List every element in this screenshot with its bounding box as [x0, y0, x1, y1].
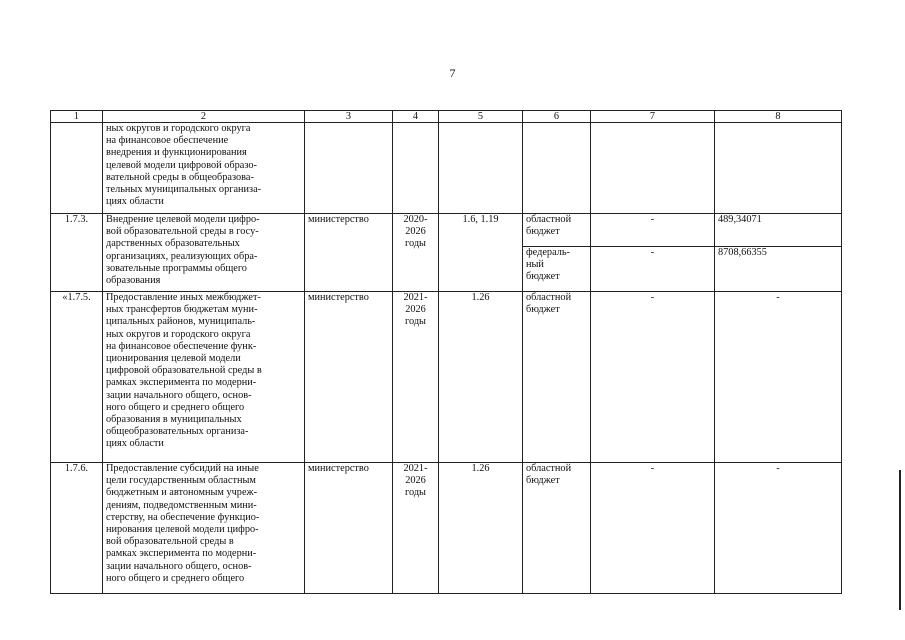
period: 2021- 2026 годы [393, 463, 439, 594]
executor: министерство [305, 292, 393, 463]
value-col8: - [715, 463, 842, 594]
column-header: 2 [103, 111, 305, 123]
period: 2020- 2026 годы [393, 214, 439, 292]
funding-source: областной бюджет [523, 463, 591, 594]
scan-edge-line [899, 470, 901, 610]
item-number [51, 123, 103, 214]
indicator: 1.26 [439, 463, 523, 594]
program-activities-table [50, 110, 842, 594]
value-col7: - [591, 292, 715, 463]
table-row [51, 463, 842, 594]
executor [305, 123, 393, 214]
table-row [51, 214, 842, 247]
column-header: 8 [715, 111, 842, 123]
indicator: 1.6, 1.19 [439, 214, 523, 292]
table-row [51, 292, 842, 463]
funding-source: областной бюджет [523, 214, 591, 247]
period: 2021- 2026 годы [393, 292, 439, 463]
indicator [439, 123, 523, 214]
column-header: 1 [51, 111, 103, 123]
table-row [51, 123, 842, 214]
value-col7 [591, 123, 715, 214]
value-col8 [715, 123, 842, 214]
column-header: 4 [393, 111, 439, 123]
item-number: «1.7.5. [51, 292, 103, 463]
column-number-row [51, 111, 842, 123]
value-col7: - [591, 214, 715, 247]
executor: министерство [305, 214, 393, 292]
column-header: 6 [523, 111, 591, 123]
page-number: 7 [449, 66, 456, 80]
indicator: 1.26 [439, 292, 523, 463]
period [393, 123, 439, 214]
column-header: 7 [591, 111, 715, 123]
activity-name: Внедрение целевой модели цифро- вой образовательной среды в госу- дарственных образовательных организациях, реализующих обра- зовательные программы общего образования [103, 214, 305, 292]
activity-name: Предоставление субсидий на иные цели государственным областным бюджетным и автономным учреж- дениям, подведомственным мини- стерству, на обеспечение функцио- нирования целевой модели цифро- вой образовательной среды в рамках эксперимента по модерни- зации начального общего, основ- ного общего и среднего общего [103, 463, 305, 594]
funding-source: областной бюджет [523, 292, 591, 463]
executor: министерство [305, 463, 393, 594]
value-col7: - [591, 247, 715, 292]
column-header: 5 [439, 111, 523, 123]
funding-source [523, 123, 591, 214]
activity-name: ных округов и городского округа на финансовое обеспечение внедрения и функционирования целевой модели цифровой образо- вательной среды в общеобразова- тельных муниципальных организа- циях области [103, 123, 305, 214]
activity-name: Предоставление иных межбюджет- ных трансфертов бюджетам муни- ципальных районов, муниципаль- ных округов и городского округа на финансовое обеспечение функ- ционирования целевой модели цифровой образовательной среды в рамках эксперимента по модерни- зации начального общего, основ- ного общего и среднего общего образования в муниципальных общеобразовательных организа- циях области [103, 292, 305, 463]
item-number: 1.7.6. [51, 463, 103, 594]
item-number: 1.7.3. [51, 214, 103, 292]
value-col8: 489,34071 [715, 214, 842, 247]
column-header: 3 [305, 111, 393, 123]
funding-source: федераль- ный бюджет [523, 247, 591, 292]
value-col7: - [591, 463, 715, 594]
value-col8: - [715, 292, 842, 463]
value-col8: 8708,66355 [715, 247, 842, 292]
